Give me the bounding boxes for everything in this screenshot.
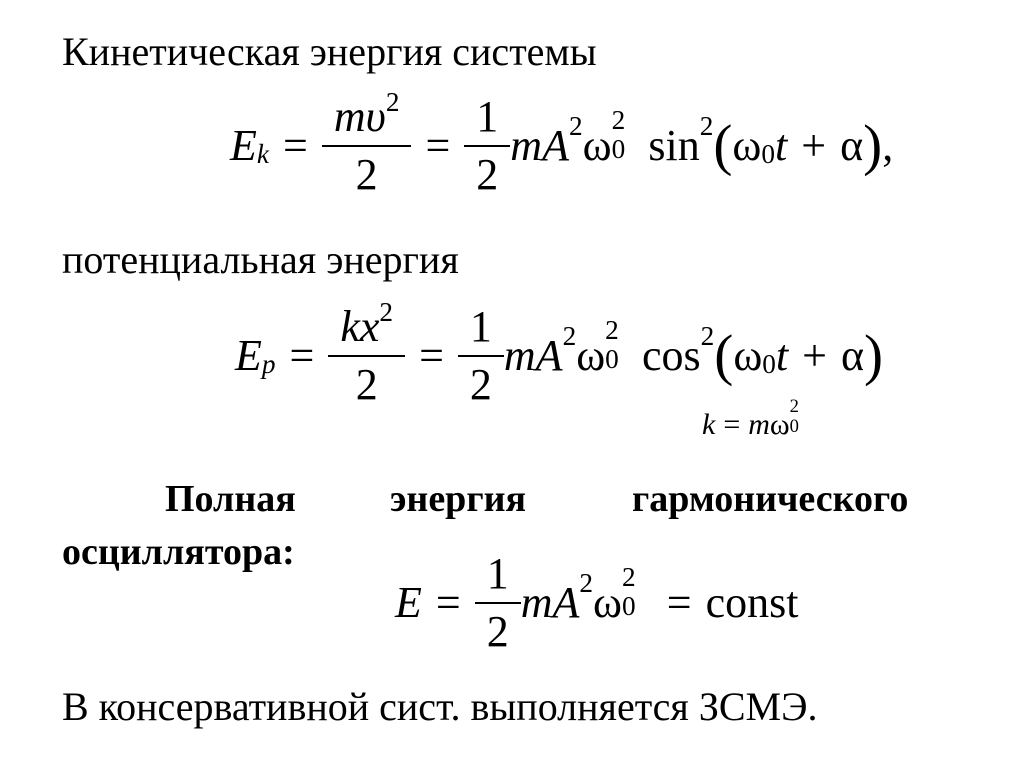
total-energy-heading-word-1: Полная — [165, 478, 296, 520]
formula-symbol: α — [840, 331, 865, 380]
plus-sign: + — [801, 121, 827, 170]
formula-sup-sub: 2 0 — [789, 396, 799, 438]
formula-symbol: ω — [576, 331, 606, 380]
fraction-numerator: mυ — [333, 92, 386, 141]
total-energy-heading-line-2: осциллятора: — [62, 531, 295, 573]
formula-sup-sub: 2 0 — [622, 562, 636, 621]
equals-sign: = — [289, 331, 315, 380]
right-paren: ) — [863, 114, 883, 178]
formula-symbol: t — [775, 331, 789, 380]
fraction — [334, 296, 399, 409]
fraction — [328, 86, 406, 199]
formula-symbol: m — [503, 331, 536, 380]
formula-symbol: k — [702, 408, 716, 441]
total-energy-heading-word-2: энергия — [390, 478, 527, 520]
kinetic-energy-formula: E $_k$ = $\frac{m\upsilon^2}{2}$ = $\frac{1}{2}$ m A $^2$ ω 2 0 sin $^2$ ( ω $_0$ t + α ) , — [230, 86, 894, 199]
formula-symbol: t — [775, 121, 788, 170]
total-energy-heading-word-3: гармонического — [632, 478, 909, 520]
formula-constant: const — [705, 578, 799, 627]
function-name: sin — [648, 121, 700, 170]
potential-energy-heading: потенциальная энергия — [62, 237, 459, 282]
total-energy-formula: E = $\frac{1}{2}$ m A $^2$ ω 2 0 = const — [395, 549, 799, 656]
formula-superscript: 2 — [379, 296, 394, 327]
formula-symbol: ω — [732, 121, 762, 170]
plus-sign: + — [802, 331, 827, 380]
kinetic-energy-heading: Кинетическая энергия системы — [62, 29, 597, 74]
fraction-numerator: 1 — [486, 549, 509, 598]
formula-symbol: E — [235, 331, 262, 380]
potential-energy-formula: E $_p$ = $\frac{kx^2}{2}$ = $\frac{1}{2}$ m A $^2$ ω 2 0 cos $^2$ ( ω $_0$ t + α ) — [235, 296, 884, 409]
formula-symbol: ω — [769, 408, 790, 441]
equals-sign: = — [723, 408, 741, 441]
equals-sign: = — [283, 121, 308, 170]
formula-sup-sub: 2 0 — [611, 105, 626, 164]
formula-symbol: A — [542, 121, 569, 170]
formula-symbol: m — [748, 408, 770, 441]
fraction — [481, 549, 515, 656]
formula-symbol: ω — [593, 578, 622, 627]
fraction-denominator: 2 — [322, 145, 412, 197]
equals-sign: = — [435, 578, 461, 627]
left-paren: ( — [714, 324, 734, 388]
fraction — [470, 92, 504, 199]
equals-sign: = — [419, 331, 444, 380]
formula-symbol: E — [230, 121, 257, 170]
right-paren: ) — [864, 324, 884, 388]
formula-symbol: ω — [733, 331, 763, 380]
conclusion-text: В консервативной сист. выполняется ЗСМЭ. — [62, 684, 818, 729]
k-relation-formula — [702, 396, 811, 441]
formula-symbol: m — [510, 121, 543, 170]
fraction-denominator: 2 — [464, 145, 510, 197]
function-name: cos — [641, 331, 701, 380]
formula-symbol: A — [552, 578, 580, 627]
formula-sup-sub: 2 0 — [605, 315, 619, 374]
equals-sign: = — [425, 121, 451, 170]
fraction-denominator: 2 — [328, 355, 405, 407]
fraction-denominator: 2 — [458, 355, 504, 407]
fraction-numerator: 1 — [469, 302, 492, 351]
fraction-numerator: kx — [340, 302, 380, 351]
fraction — [464, 302, 498, 409]
equals-sign: = — [666, 578, 692, 627]
formula-symbol: α — [840, 121, 864, 170]
formula-punctuation: , — [882, 121, 894, 170]
left-paren: ( — [713, 114, 733, 178]
formula-symbol: m — [520, 578, 553, 627]
fraction-numerator: 1 — [476, 92, 499, 141]
formula-superscript: 2 — [385, 86, 400, 117]
fraction-denominator: 2 — [475, 602, 521, 654]
formula-symbol: E — [395, 578, 422, 627]
formula-symbol: ω — [582, 121, 612, 170]
formula-symbol: A — [535, 331, 563, 380]
